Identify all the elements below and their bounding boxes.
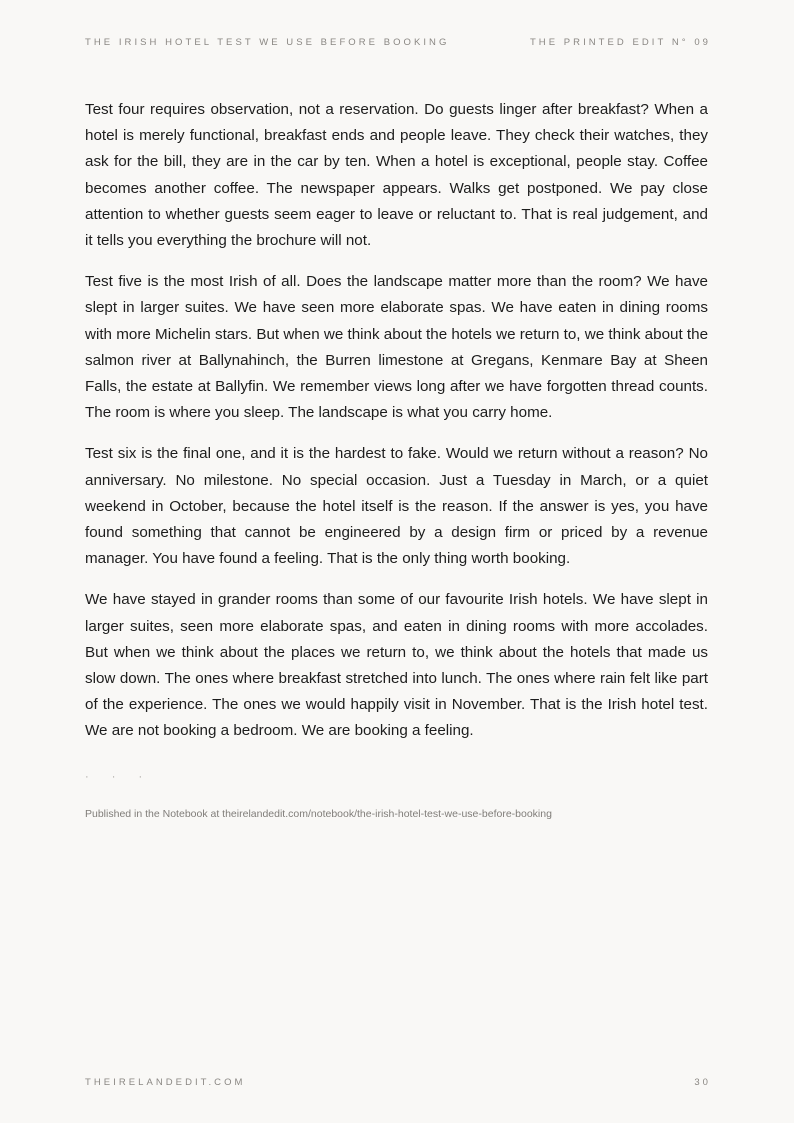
paragraph-test-six: Test six is the final one, and it is the hardest to fake. Would we return without a reason? No anniversary. No milestone. No special occasion. Just a Tuesday in March, or a quiet weekend in October, because the hotel itself is the reason. If the answer is yes, you have found something that cannot be engineered by a design firm or priced by a revenue manager. You have found a feeling. That is the only thing worth booking.: [85, 445, 708, 568]
running-header: [85, 37, 711, 51]
site-name: THEIRELANDEDIT.COM: [85, 1077, 246, 1088]
page-number: 30: [694, 1077, 711, 1088]
paragraph-test-four: Test four requires observation, not a reservation. Do guests linger after breakfast? When a hotel is merely functional, breakfast ends and people leave. They check their watches, they ask for the bill, they are in the car by ten. When a hotel is exceptional, people stay. Coffee becomes another coffee. The newspaper appears. Walks get postponed. We pay close attention to whether guests seem eager to leave or reluctant to. That is real judgement, and it tells you everything the brochure will not.: [85, 101, 708, 250]
article-title-header: THE IRISH HOTEL TEST WE USE BEFORE BOOKING: [85, 37, 450, 48]
section-ornament: · · ·: [85, 771, 153, 783]
edition-label: THE PRINTED EDIT N° 09: [529, 37, 711, 48]
source-note: Published in the Notebook at theirelandedit.com/notebook/the-irish-hotel-test-we-use-before-booking: [85, 808, 552, 820]
page-footer: [85, 1077, 711, 1091]
paragraph-conclusion: We have stayed in grander rooms than some of our favourite Irish hotels. We have slept in larger suites, seen more elaborate spas, and eaten in dining rooms with more accolades. But when we think about the places we return to, we think about the hotels that made us slow down. The ones where breakfast stretched into lunch. The ones where rain felt like part of the experience. The ones we would happily visit in November. That is the Irish hotel test. We are not booking a bedroom. We are booking a feeling.: [85, 591, 708, 740]
paragraph-test-five: Test five is the most Irish of all. Does the landscape matter more than the room? We have slept in larger suites. We have seen more elaborate spas. We have eaten in dining rooms with more Michelin stars. But when we think about the hotels we return to, we think about the salmon river at Ballynahinch, the Burren limestone at Gregans, Kenmare Bay at Sheen Falls, the estate at Ballyfin. We remember views long after we have forgotten thread counts. The room is where you sleep. The landscape is what you carry home.: [85, 273, 709, 422]
article-body: [85, 97, 708, 760]
